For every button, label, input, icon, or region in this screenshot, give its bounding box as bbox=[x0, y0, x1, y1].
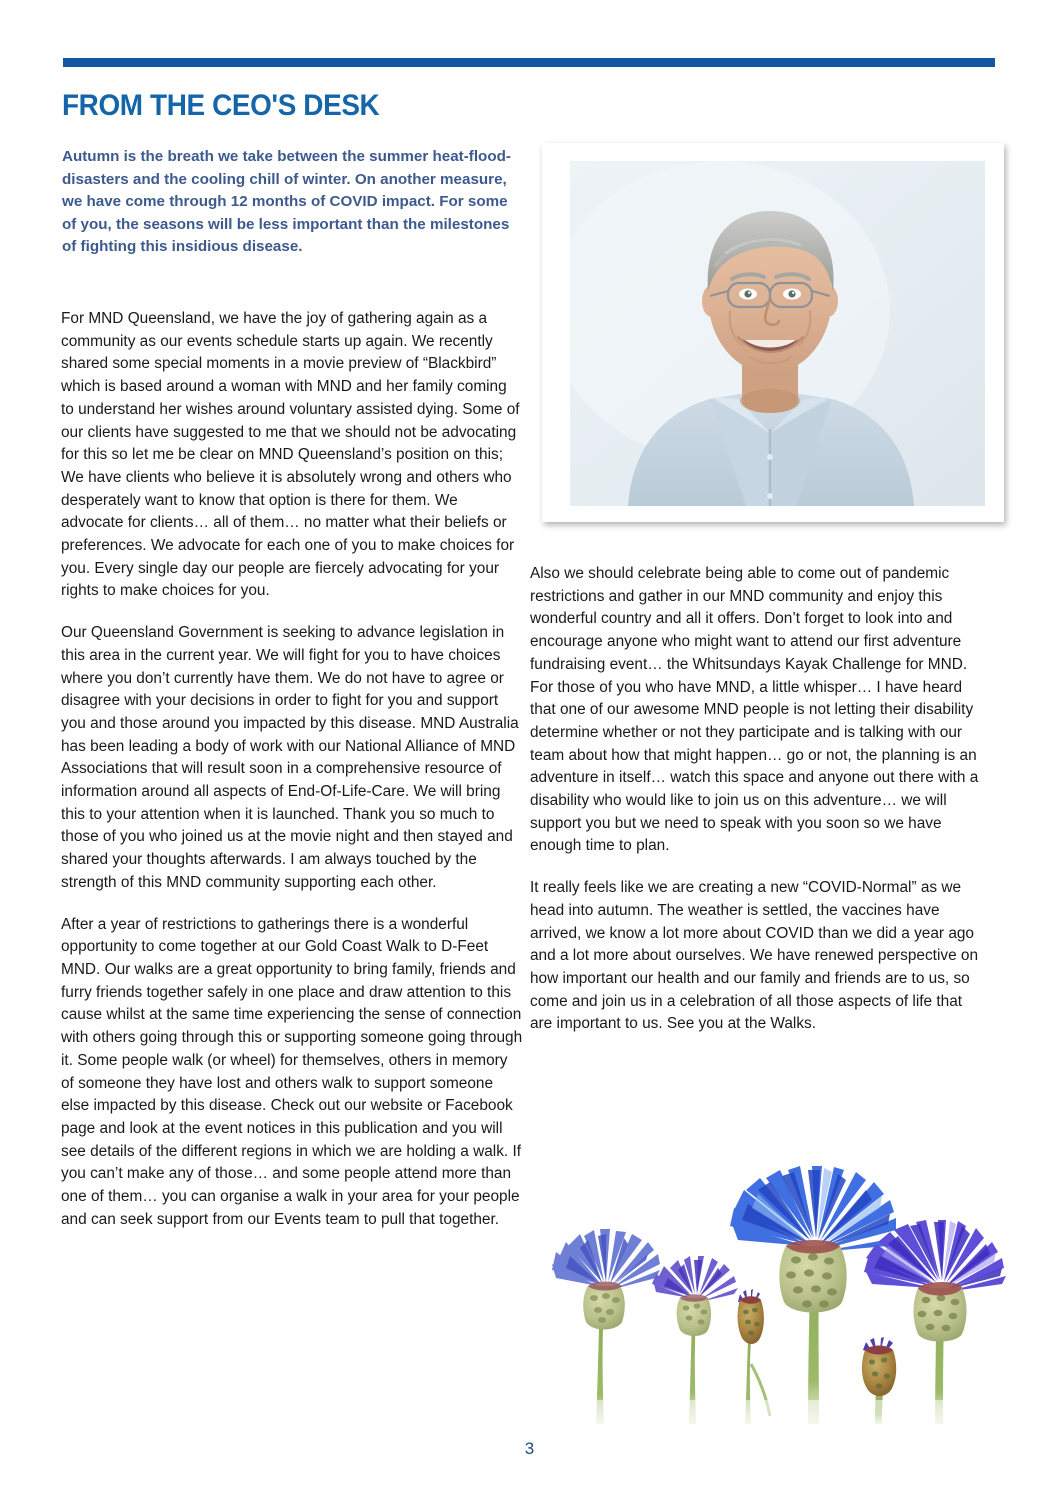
paragraph: For MND Queensland, we have the joy of gathering again as a community as our events schedule starts up again. We recently shared some special moments in a movie preview of “Blackbird” which is based around a woman with MND and her family coming to understand her wishes around voluntary assisted dying. Some of our clients have suggested to me that we should not be advocating for this so let me be clear on MND Queensland’s position on this; We have clients who believe it is absolutely wrong and others who desperately want to know that option is there for them. We advocate for clients… all of them… no matter what their beliefs or preferences. We advocate for each one of you to make choices for you. Every single day our people are fiercely advocating for your rights to make choices for you. bbox=[61, 310, 520, 600]
left-column bbox=[61, 308, 523, 1231]
ceo-portrait-illustration bbox=[570, 161, 985, 506]
ceo-portrait-frame bbox=[542, 143, 1004, 522]
paragraph: It really feels like we are creating a new “COVID-Normal” as we head into autumn. The weather is settled, the vaccines have arrived, we know a lot more about COVID than we did a year ago and a lot more about ourselves. We have renewed perspective on how important our health and our family and friends are to us, so come and join us in a celebration of all those aspects of life that are important to us. See you at the Walks. bbox=[530, 879, 979, 1033]
paragraph: Our Queensland Government is seeking to advance legislation in this area in the current year. We will fight for you to have choices where you don’t currently have them. We do not have to agree or disagree with your decisions in order to fight for you and support you and those around you impacted by this disease. MND Australia has been leading a body of work with our National Alliance of MND Associations that will result soon in a comprehensive resource of information around all aspects of End-Of-Life-Care. We will bring this to your attention when it is launched. Thank you so much to those of you who joined us at the movie night and then stayed and shared your thoughts afterwards. I am always touched by the strength of this MND community supporting each other. bbox=[61, 624, 519, 891]
cornflowers-photo bbox=[532, 1128, 1008, 1424]
header-rule bbox=[63, 58, 995, 67]
ceo-portrait-photo bbox=[570, 161, 985, 506]
page-number: 3 bbox=[524, 1439, 535, 1458]
paragraph: After a year of restrictions to gatherings there is a wonderful opportunity to come together at our Gold Coast Walk to D-Feet MND. Our walks are a great opportunity to bring family, friends and furry friends together safely in one place and draw attention to this cause whilst at the same time experiencing the sense of connection with others going through this or supporting someone going through it. Some people walk (or wheel) for themselves, others in memory of someone they have lost and others walk to support someone else impacted by this disease. Check out our website or Facebook page and look at the event notices in this publication and you will see details of the different regions in which we are holding a walk. If you can’t make any of those… and some people attend more than one of them… you can organise a walk in your area for your people and can seek support from our Events team to pull that together. bbox=[61, 915, 523, 1228]
lead-paragraph: Autumn is the breath we take between the summer heat-flood-disasters and the cooling chill of winter. On another measure, we have come through 12 months of COVID impact. For some of you, the seasons will be less important than the milestones of fighting this insidious disease. bbox=[62, 148, 511, 256]
cornflowers-illustration bbox=[532, 1128, 1008, 1424]
page-title: FROM THE CEO'S DESK bbox=[62, 89, 380, 122]
right-column bbox=[530, 563, 988, 1036]
paragraph: Also we should celebrate being able to come out of pandemic restrictions and gather in our MND community and enjoy this wonderful country and all it offers. Don’t forget to look into and encourage anyone who might want to attend our first adventure fundraising event… the Whitsundays Kayak Challenge for MND. For those of you who have MND, a little whisper… I have heard that one of our awesome MND people is not letting their disability determine whether or not they participate and is talking with our team about how that might happen… go or not, the planning is an adventure in itself… watch this space and anyone out there with a disability who would like to join us on this adventure… we will support you but we need to speak with you soon so we have enough time to plan. bbox=[530, 565, 979, 855]
